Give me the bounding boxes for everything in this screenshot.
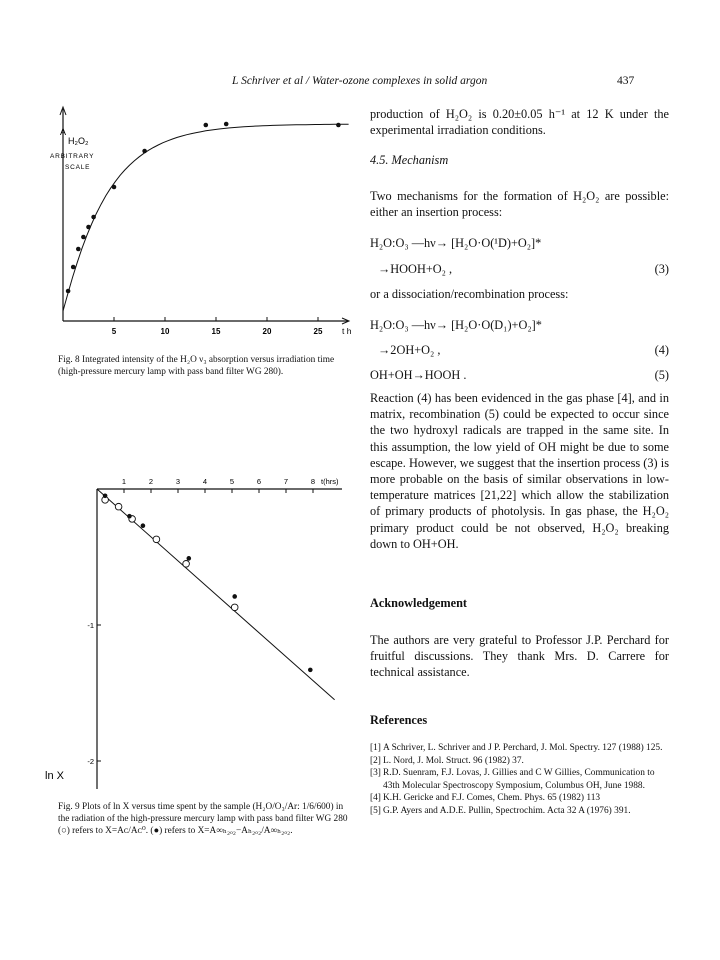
equation-3-line-1: H₂O:O₃ —hν→ [H₂O·O(¹D)+O₂]* [370, 236, 542, 250]
x-tick-label: 8 [310, 477, 316, 486]
filled-data-point [103, 494, 108, 499]
equation-3-line-2: →HOOH+O₂ , (3) [378, 262, 669, 276]
data-point [76, 247, 81, 252]
reference-item: [4] K.H. Gericke and F.J. Comes, Chem. Phys. 65 (1982) 113 [370, 793, 601, 804]
x-tick-label: 15 [211, 327, 221, 336]
equation-4-line-2: →2OH+O₂ , (4) [378, 343, 669, 357]
acknowledgement-text: The authors are very grateful to Professor J.P. Perchard for fruitful discussions. They thank Mrs. D. Carrere for technical assistance. [370, 633, 669, 680]
fit-curve [63, 124, 349, 311]
running-header [0, 75, 720, 91]
x-tick-label: 7 [283, 477, 289, 486]
x-axis-unit: t(hrs) [321, 477, 339, 486]
data-point [86, 225, 91, 230]
figure-9 [40, 470, 360, 790]
equation-4-line-1: H₂O:O₃ —hν→ [H₂O·O(D₁)+O₂]* [370, 318, 542, 332]
x-tick-label: 10 [160, 327, 170, 336]
x-tick-label: 5 [229, 477, 235, 486]
y-tick-label: -2 [87, 757, 94, 766]
x-tick-label: 20 [262, 327, 272, 336]
filled-data-point [141, 523, 146, 528]
x-axis-unit: t h [342, 326, 352, 336]
x-tick-label: 1 [121, 477, 127, 486]
x-tick-label: 2 [148, 477, 154, 486]
y-label-main: A [60, 127, 67, 137]
page-number: 437 [617, 75, 635, 87]
y-label-sub: H₂O₂ [68, 136, 89, 146]
x-tick-label: 25 [313, 327, 323, 336]
x-tick-label: 3 [175, 477, 181, 486]
filled-data-point [308, 668, 313, 673]
data-point [91, 215, 96, 220]
data-point [142, 149, 147, 154]
reference-list [370, 742, 670, 818]
figure-8-caption: Fig. 8 Integrated intensity of the H₂O ν₃ absorption versus irradiation time (high-pressure mercury lamp with pass band filter WG 280). [58, 355, 335, 377]
y-label-note: ARBITRARY [50, 153, 95, 160]
y-axis-label: ln X [45, 770, 64, 782]
filled-data-point [127, 514, 132, 519]
figure-9-caption: Fig. 9 Plots of ln X versus time spent by the sample (H₂O/O₃/Ar: 1/6/600) in the radiation of the high-pressure mercury lamp with pass band filter WG 280 (○) refers to X=Aᴄ/Aᴄ⁰. (●) refers to X=A∞ₕ₂ₒ₂−Aₕ₂ₒ₂/A∞ₕ₂ₒ₂. [58, 802, 348, 836]
paragraph: or a dissociation/recombination process: [370, 287, 569, 301]
open-data-point [153, 536, 160, 543]
open-data-point [231, 604, 238, 611]
open-data-point [115, 503, 122, 510]
reference-item: [3] R.D. Suenram, F.J. Lovas, J. Gillies and C W Gillies, Communication to 43th Molecular Spectroscopy Symposium, Columbus OH, June 1988. [370, 768, 655, 791]
filled-data-point [187, 556, 192, 561]
x-tick-label: 4 [202, 477, 208, 486]
y-label-note: SCALE [65, 164, 91, 171]
paragraph: Two mechanisms for the formation of H₂O₂ are possible: either an insertion process: [370, 189, 669, 220]
x-tick-label: 5 [111, 327, 117, 336]
data-point [71, 265, 76, 270]
paragraph: Reaction (4) has been evidenced in the gas phase [4], and in matrix, recombination (5) could be expected to occur since the two hydroxyl radicals are trapped in the same site. In this assumption, the low yield of OH might be due to some escape. However, we suggest that the insertion process (3) is more probable on the basis of similar observations in low-temperature matrices [21,22] which allow the stabilization of primary products of photolysis. In gas phase, the H₂O₂ primary product could be not observed, H₂O₂ breaking down to OH+OH. [370, 391, 669, 551]
y-tick-label: -1 [87, 621, 94, 630]
acknowledgement-heading: Acknowledgement [370, 596, 468, 610]
data-point [224, 122, 229, 127]
reference-item: [5] G.P. Ayers and A.D.E. Pullin, Spectrochim. Acta 32 A (1976) 391. [370, 805, 631, 816]
figure-8 [40, 95, 360, 345]
data-point [336, 123, 341, 128]
reference-item: [1] A Schriver, L. Schriver and J P. Perchard, J. Mol. Spectry. 127 (1988) 125. [370, 743, 663, 753]
filled-data-point [232, 594, 237, 599]
data-point [66, 289, 71, 294]
section-heading: 4.5. Mechanism [370, 153, 449, 167]
running-head: L Schriver et al / Water-ozone complexes in solid argon [232, 75, 488, 87]
x-tick-label: 6 [256, 477, 262, 486]
open-data-point [183, 561, 190, 568]
equation-5: OH+OH→HOOH . (5) [370, 368, 669, 382]
paragraph: production of H₂O₂ is 0.20±0.05 h⁻¹ at 12 K under the experimental irradiation conditions. [370, 107, 669, 138]
reference-item: [2] L. Nord, J. Mol. Struct. 96 (1982) 37. [370, 755, 524, 766]
data-point [204, 123, 209, 128]
references-heading: References [370, 713, 428, 727]
data-point [81, 235, 86, 240]
data-point [112, 185, 117, 190]
